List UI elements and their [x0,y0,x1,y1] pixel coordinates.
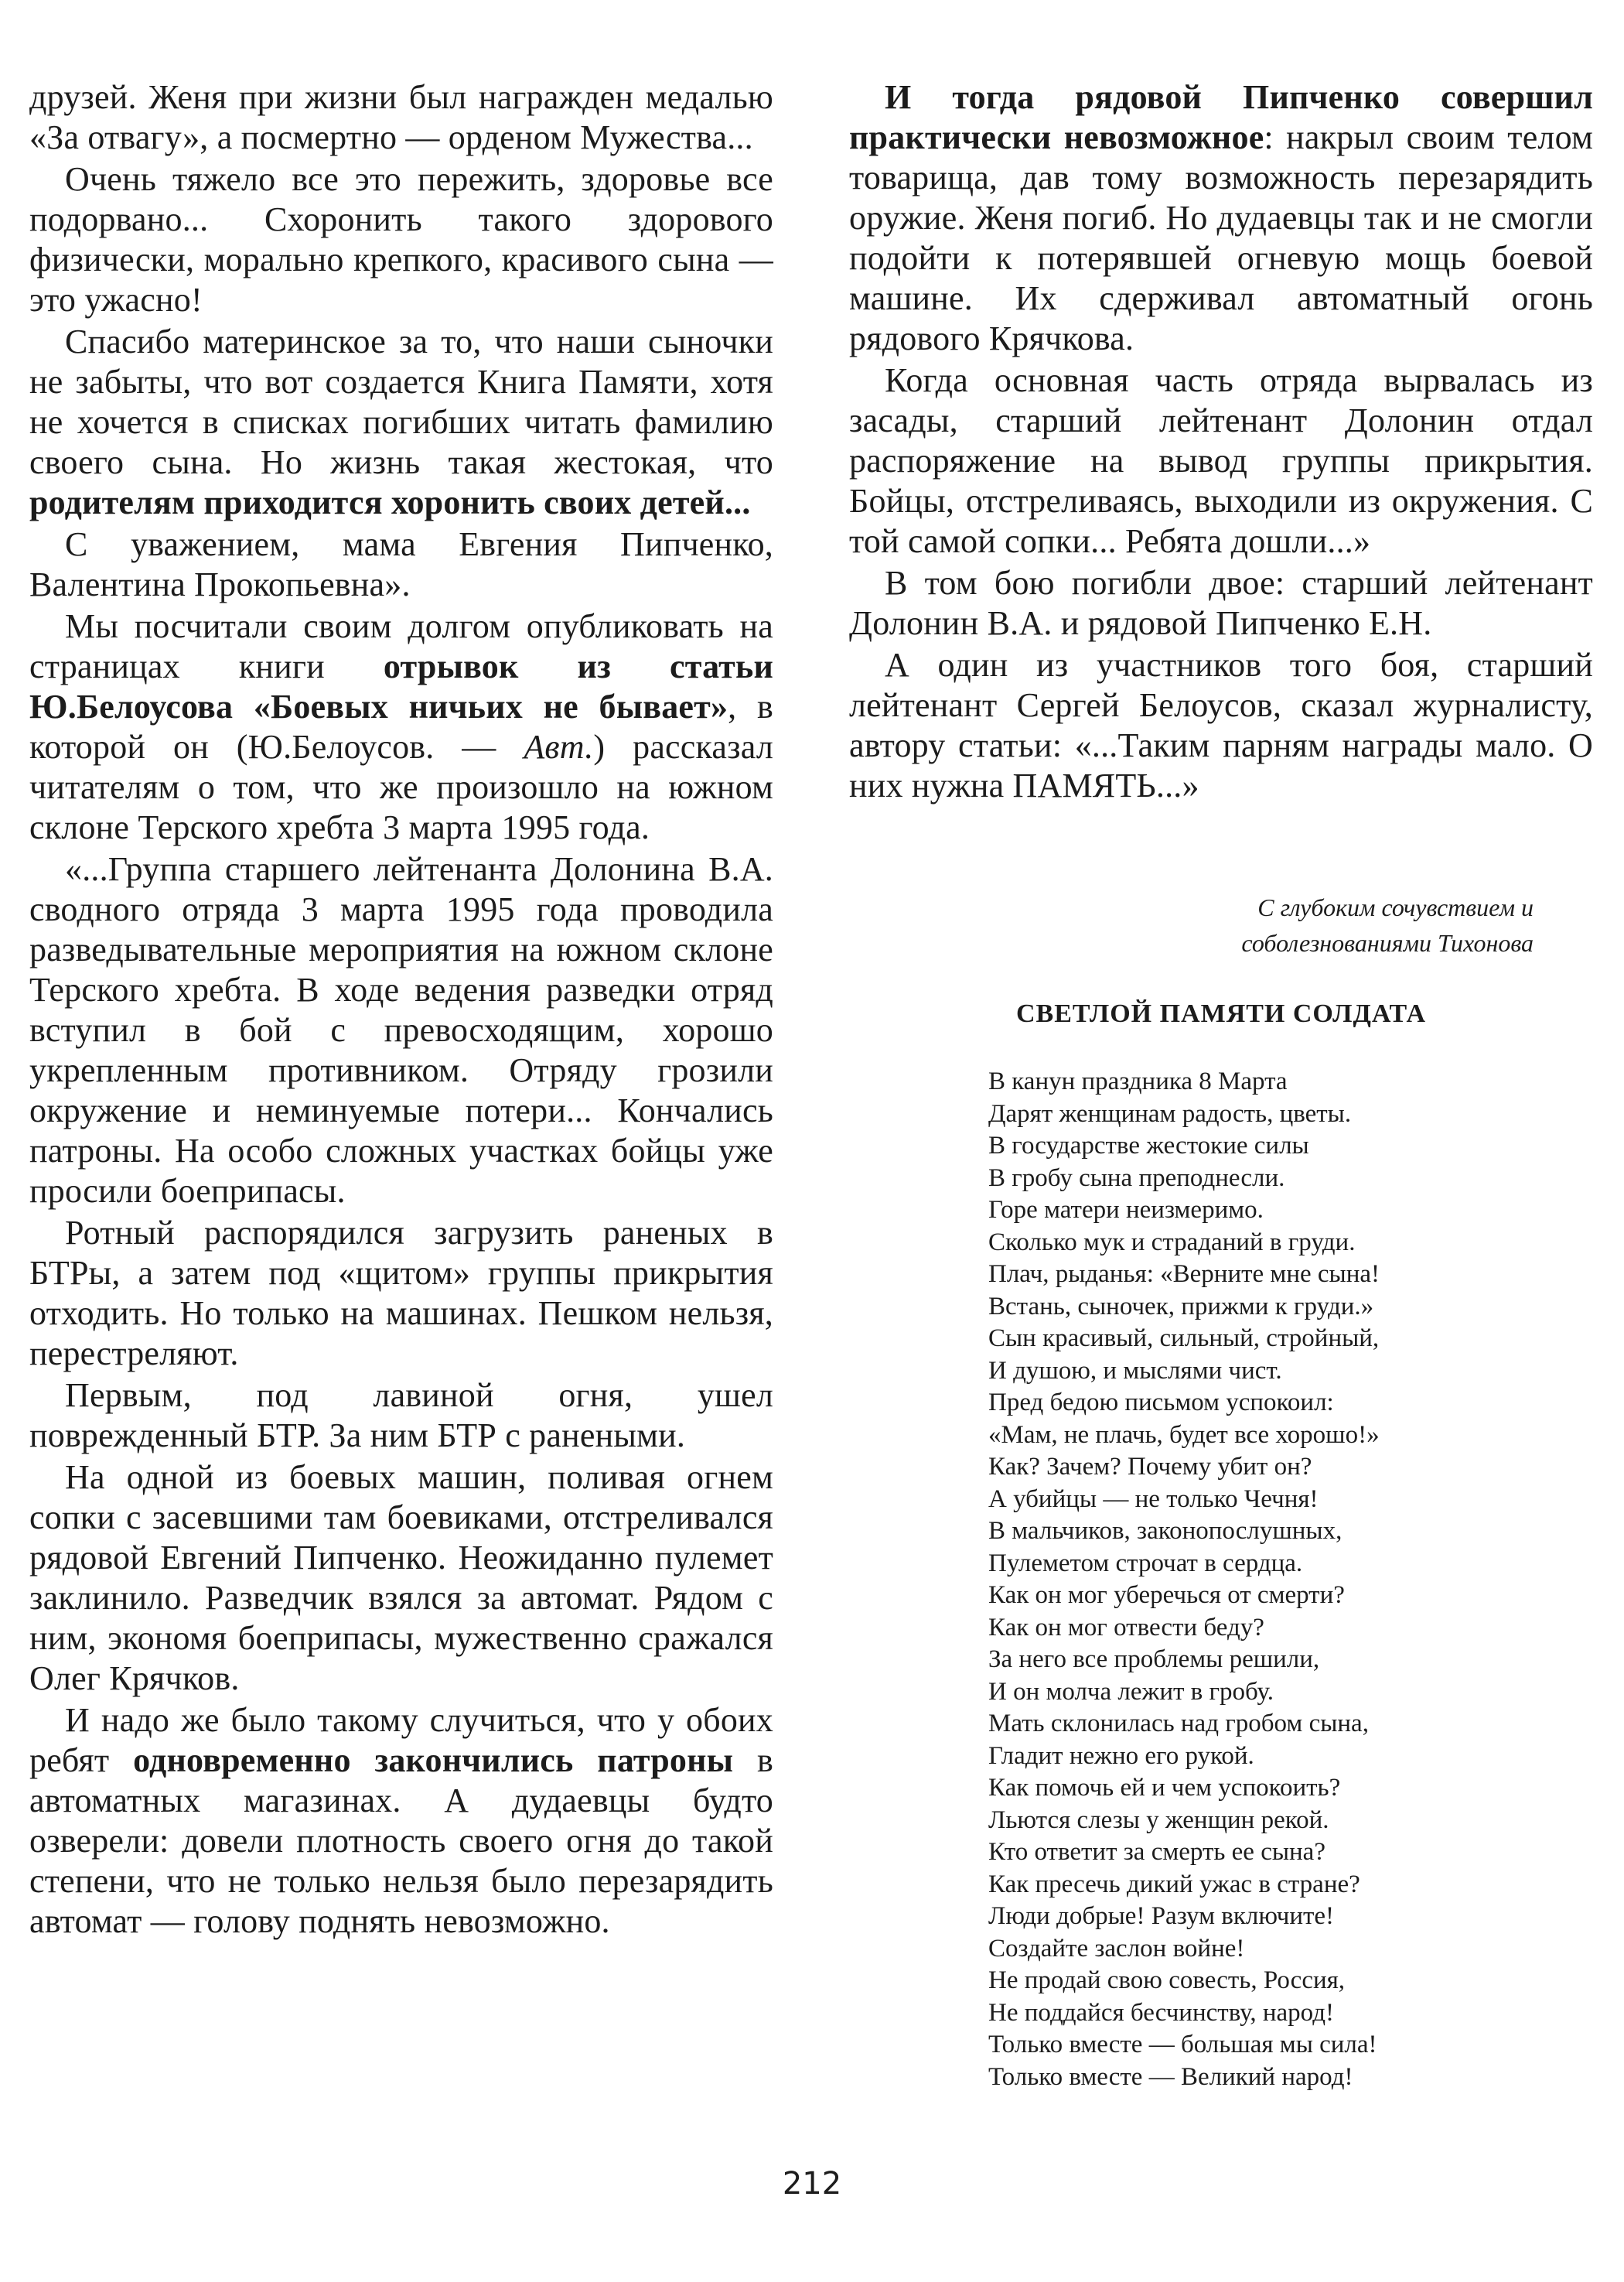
poem-line: Дарят женщинам радость, цветы. [988,1099,1352,1128]
paragraph: Первым, под лавиной огня, ушел поврежденный БТР. За ним БТР с ранеными. [29,1376,773,1454]
poem-line: Встань, сыночек, прижми к груди.» [988,1292,1374,1320]
paragraph: Очень тяжело все это пережить, здоровье все подорвано... Схоронить такого здорового физически, морально крепкого, красивого сына — это ужасно! [29,160,773,319]
right-column [849,77,1593,808]
poem-line: Не продай свою совесть, Россия, [988,1966,1346,1994]
paragraph: С уважением, мама Евгения Пипченко, Валентина Прокопьевна». [29,525,773,603]
poem-line: Кто ответит за смерть ее сына? [988,1838,1325,1866]
poem-line: А убийцы — не только Чечня! [988,1484,1319,1513]
poem-line: Пулеметом строчат в сердца. [988,1549,1303,1577]
poem-title: СВЕТЛОЙ ПАМЯТИ СОЛДАТА [1015,999,1427,1028]
poem-line: Создайте заслон войне! [988,1934,1245,1963]
paragraph: А один из участников того боя, старший лейтенант Сергей Белоусов, сказал журналисту, автору статьи: «...Таким парням награды мало. О них нужна ПАМЯТЬ...» [849,646,1593,805]
poem-line: Сколько мук и страданий в груди. [988,1228,1356,1256]
paragraph: Спасибо материнское за то, что наши сыночки не забыты, что вот создается Книга Памяти, хотя не хочется в списках погибших читать фамилию своего сына. Но жизнь такая жестокая, что родителям приходится хоронить своих детей... [29,323,773,521]
paragraph: И надо же было такому случиться, что у обоих ребят одновременно закончились патроны в автоматных магазинах. А дудаевцы будто озверели: довели плотность своего огня до такой степени, что не только нельзя было перезарядить автомат — голову поднять невозможно. [29,1701,773,1940]
poem-line: Люди добрые! Разум включите! [988,1902,1335,1930]
poem-line: Как пресечь дикий ужас в стране? [988,1870,1360,1898]
poem-line: Как помочь ей и чем успокоить? [988,1774,1341,1802]
left-column [29,77,773,1943]
paragraph: друзей. Женя при жизни был награжден медалью «За отвагу», а посмертно — орденом Мужества... [29,78,773,156]
poem-line: И он молча лежит в гробу. [988,1677,1274,1706]
poem-line: И душою, и мыслями чист. [988,1356,1282,1385]
paragraph: В том бою погибли двое: старший лейтенант Долонин В.А. и рядовой Пипченко Е.Н. [849,564,1593,642]
poem-line: Мать склонилась над гробом сына, [988,1710,1369,1737]
poem-line: В канун праздника 8 Марта [988,1068,1288,1095]
poem [988,1066,1380,2093]
poem-line: «Мам, не плачь, будет все хорошо!» [988,1420,1380,1449]
paragraph: Мы посчитали своим долгом опубликовать на страницах книги отрывок из статьи Ю.Белоусова «Боевых ничьих не бывает», в которой он (Ю.Белоусов. — Авт.) рассказал читателям о том, что же произошло на южном склоне Терского хребта 3 марта 1995 года. [29,607,773,846]
poem-line: Как он мог уберечься от смерти? [988,1581,1345,1609]
poem-line: Пред бедою письмом успокоил: [988,1389,1334,1416]
poem-line: Горе матери неизмеримо. [988,1196,1264,1224]
poem-line: Как? Зачем? Почему убит он? [988,1453,1312,1481]
paragraph: «...Группа старшего лейтенанта Долонина В.А. сводного отряда 3 марта 1995 года проводила разведывательные мероприятия на южном склоне Терского хребта. В ходе ведения разведки отряд вступил в бой с превосходящим, хорошо укрепленным противником. Отряду грозили окружение и неминуемые потери... Кончались патроны. На особо сложных участках бойцы уже просили боеприпасы. [29,850,773,1210]
poem-line: В государстве жестокие силы [988,1132,1309,1160]
signature [849,890,1534,961]
poem-line: За него все проблемы решили, [988,1645,1320,1673]
poem-line: Только вместе — большая мы сила! [988,2031,1377,2058]
poem-line: В гробу сына преподнесли. [988,1163,1285,1192]
page-number: 212 [782,2166,842,2202]
poem-line: Только вместе — Великий народ! [988,2062,1353,2091]
poem-line: Гладит нежно его рукой. [988,1741,1254,1770]
signature-line: С глубоким сочувствием и [1257,893,1534,921]
signature-line: соболезнованиями Тихонова [1241,929,1534,957]
poem-line: Льются слезы у женщин рекой. [988,1805,1329,1834]
poem-line: Как он мог отвести беду? [988,1613,1264,1641]
paragraph: Ротный распорядился загрузить раненых в БТРы, а затем под «щитом» группы прикрытия отходить. Но только на машинах. Пешком нельзя, перестреляют. [29,1214,773,1372]
paragraph: Когда основная часть отряда вырвалась из засады, старший лейтенант Долонин отдал распоряжение на вывод группы прикрытия. Бойцы, отстреливаясь, выходили из окружения. С той самой сопки... Ребята дошли...» [849,361,1593,560]
paragraph: На одной из боевых машин, поливая огнем сопки с засевшими там боевиками, отстреливался рядовой Евгений Пипченко. Неожиданно пулемет заклинило. Разведчик взялся за автомат. Рядом с ним, экономя боеприпасы, мужественно сражался Олег Крячков. [29,1458,773,1697]
poem-line: Сын красивый, сильный, стройный, [988,1324,1380,1352]
poem-line: Не поддайся бесчинству, народ! [988,1998,1334,2027]
poem-line: В мальчиков, законопослушных, [988,1517,1343,1545]
paragraph: И тогда рядовой Пипченко совершил практически невозможное: накрыл своим телом товарища, дав тому возможность перезарядить оружие. Женя погиб. Но дудаевцы так и не смогли подойти к потерявшей огневую мощь боевой машине. Их сдерживал автоматный огонь рядового Крячкова. [849,78,1593,357]
poem-line: Плач, рыданья: «Верните мне сына! [988,1260,1380,1288]
